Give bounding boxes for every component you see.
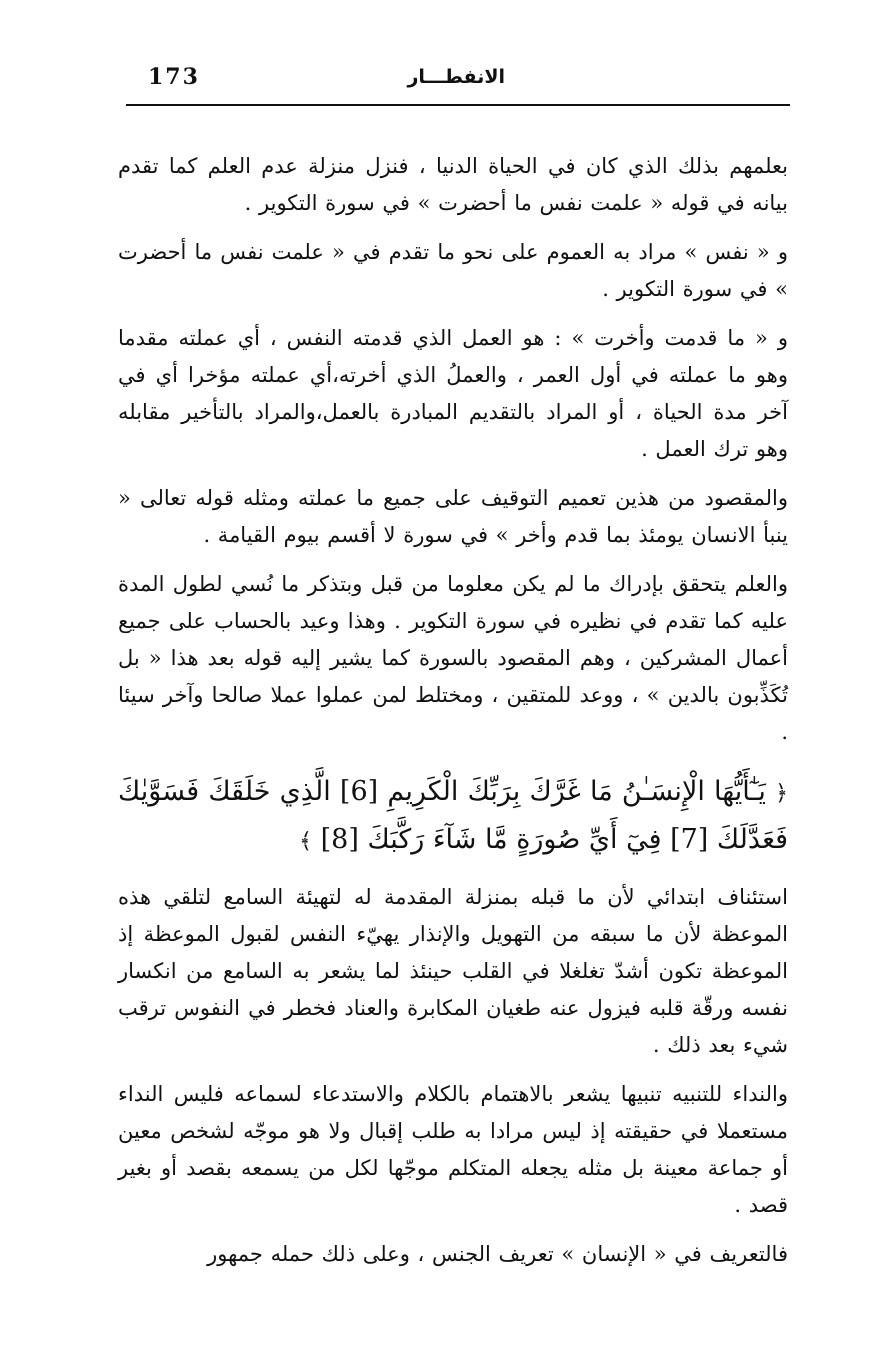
page-number: 173 — [148, 64, 200, 90]
quran-verse — [118, 769, 788, 865]
paragraph: والمقصود من هذين تعميم التوقيف على جميع ما عملته ومثله قوله تعالى « ينبأ الانسان يومئذ بما قدم وأخر » في سورة لا أقسم بيوم القيامة . — [118, 486, 788, 547]
page-body — [118, 148, 788, 1285]
paragraph: و « نفس » مراد به العموم على نحو ما تقدم في « علمت نفس ما أحضرت » في سورة التكوير . — [118, 240, 788, 301]
paragraph: فالتعريف في « الإنسان » تعريف الجنس ، وعلى ذلك حمله جمهور — [207, 1242, 788, 1266]
verse-text: يَـٰٓأَيُّهَا الْإِنسَـٰنُ مَا غَرَّكَ بِرَبِّكَ الْكَرِيمِ [6] الَّذِي خَلَقَكَ فَسَوَّيٰكَ فَعَدَّلَكَ [7] فِيٓ أَيِّ صُورَةٍ مَّا شَآءَ رَكَّبَكَ [8] — [118, 776, 788, 855]
page-header — [128, 62, 790, 102]
paragraph: والنداء للتنبيه تنبيها يشعر بالاهتمام بالكلام والاستدعاء لسماعه فليس النداء مستعملا في حقيقته إذ ليس مرادا به طلب إقبال ولا هو موجّه لشخص معين أو جماعة معينة بل مثله يجعله المتكلم موجّها لكل من يسمعه بقصد أو بغير قصد . — [118, 1082, 788, 1217]
verse-close-bracket: ﴾ — [299, 829, 312, 854]
verse-open-bracket: ﴿ — [775, 781, 788, 806]
paragraph: والعلم يتحقق بإدراك ما لم يكن معلوما من قبل وبتذكر ما نُسي لطول المدة عليه كما تقدم في نظيره في سورة التكوير . وهذا وعيد بالحساب على جميع أعمال المشركين ، وهم المقصود بالسورة كما يشير إليه قوله بعد هذا « بل تُكَذِّبون بالدين » ، ووعد للمتقين ، ومختلط لمن عملوا عملا صالحا وآخر سيئا . — [118, 572, 788, 744]
paragraph: استئناف ابتدائي لأن ما قبله بمنزلة المقدمة له لتهيئة السامع لتلقي هذه الموعظة لأن ما سبقه من التهويل والإنذار يهيّء النفس لقبول الموعظة إذ الموعظة تكون أشدّ تغلغلا في القلب حينئذ لما يشعر به السامع من انكسار نفسه ورقّة قلبه فيزول عنه طغيان المكابرة والعناد فخطر في النفوس ترقب شيء بعد ذلك . — [118, 885, 788, 1057]
header-rule — [126, 104, 790, 106]
paragraph: بعلمهم بذلك الذي كان في الحياة الدنيا ، فنزل منزلة عدم العلم كما تقدم بيانه في قوله « علمت نفس ما أحضرت » في سورة التكوير . — [118, 154, 788, 215]
paragraph: و « ما قدمت وأخرت » : هو العمل الذي قدمته النفس ، أي عملته مقدما وهو ما عملته في أول العمر ، والعملُ الذي أخرته،أي عملته مؤخرا أي في آخر مدة الحياة ، أو المراد بالتقديم المبادرة بالعمل،والمراد بالتأخير مقابله وهو ترك العمل . — [118, 326, 788, 461]
running-title: الانفطـــار — [407, 66, 505, 88]
